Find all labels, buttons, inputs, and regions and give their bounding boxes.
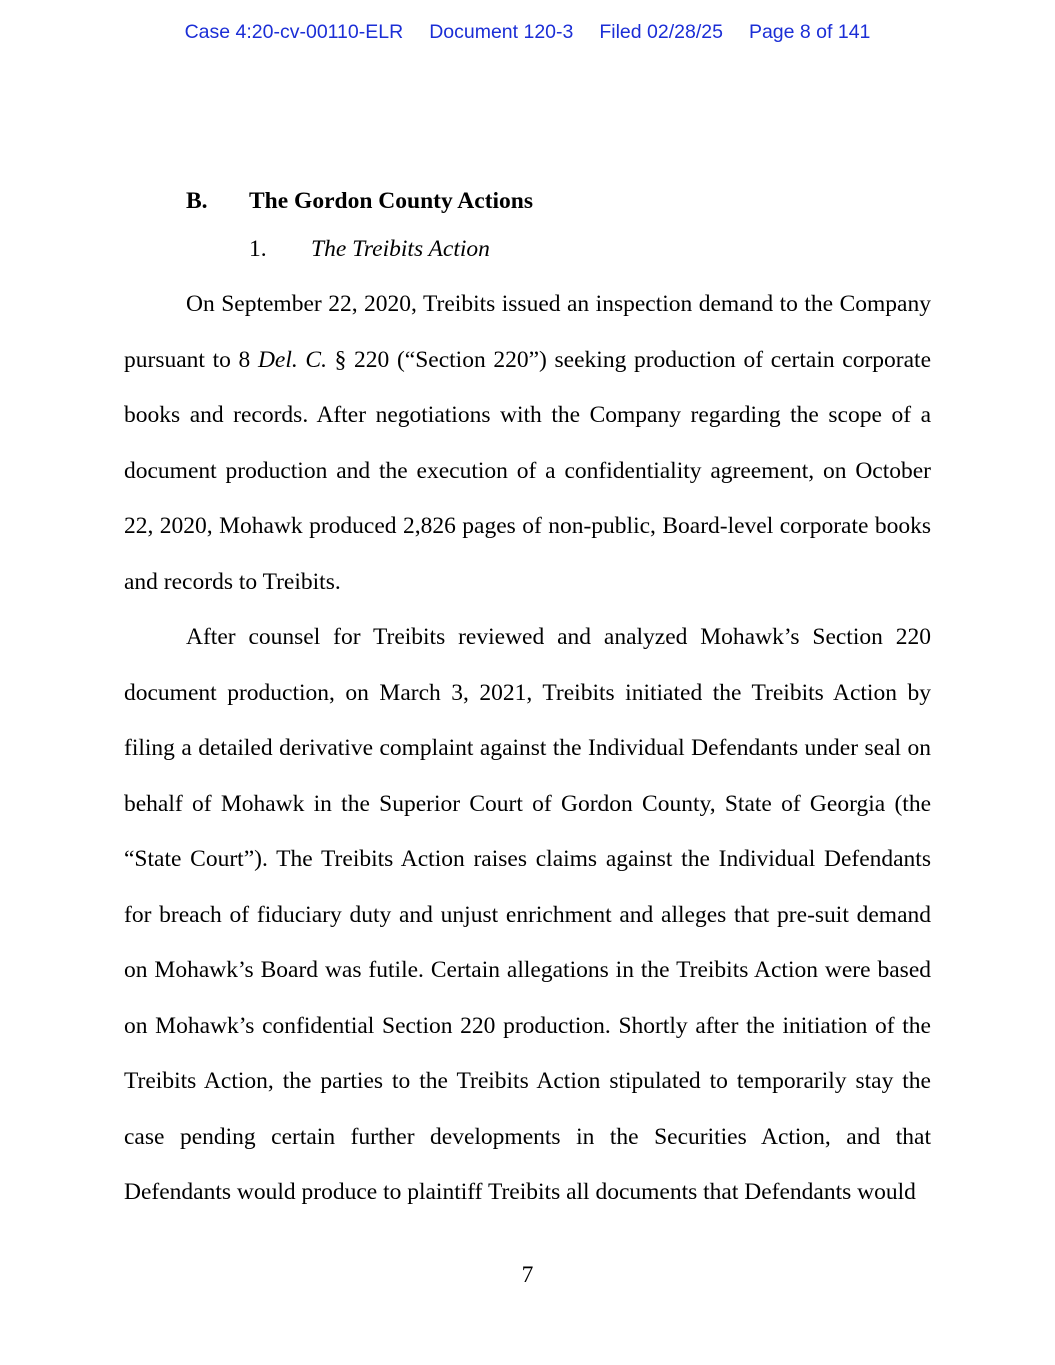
document-number: Document 120-3 (429, 21, 574, 43)
section-title: The Gordon County Actions (249, 188, 534, 214)
paragraph-1-part-2: § 220 (“Section 220”) seeking production of certain corporate books and records. After negotiations with the Company regarding the scope of a document production and the execution of a confidentiality agreement, on October 22, 2020, Mohawk produced 2,826 pages of non-public, Board-level corporate books and records to Treibits. (124, 346, 932, 595)
paragraph-1-part-1: On September 22, 2020, Treibits issued an inspection demand to the Company pursuant to 8 (124, 291, 931, 373)
paragraph-1-citation: Del. C. (257, 346, 327, 373)
subsection-title: The Treibits Action (311, 236, 490, 262)
filed-date: Filed 02/28/25 (599, 21, 723, 43)
paragraph-1 (124, 277, 931, 610)
body-text (124, 277, 931, 1221)
section-heading (186, 186, 533, 216)
page-number: 7 (521, 1262, 534, 1288)
section-letter: B. (186, 188, 208, 214)
case-number: Case 4:20-cv-00110-ELR (184, 21, 404, 43)
court-filing-header (0, 19, 1055, 45)
paragraph-2: After counsel for Treibits reviewed and analyzed Mohawk’s Section 220 document production, on March 3, 2021, Treibits initiated the Treibits Action by filing a detailed derivative complaint against the Individual Defendants under seal on behalf of Mohawk in the Superior Court of Gordon County, State of Georgia (the “State Court”). The Treibits Action raises claims against the Individual Defendants for breach of fiduciary duty and unjust enrichment and alleges that pre-suit demand on Mohawk’s Board was futile. Certain allegations in the Treibits Action were based on Mohawk’s confidential Section 220 production. Shortly after the initiation of the Treibits Action, the parties to the Treibits Action stipulated to temporarily stay the case pending certain further developments in the Securities Action, and that Defendants would produce to plaintiff Treibits all documents that Defendants would (124, 624, 931, 1205)
subsection-heading (249, 234, 490, 264)
subsection-number: 1. (249, 236, 267, 262)
page-of-total: Page 8 of 141 (748, 21, 871, 43)
